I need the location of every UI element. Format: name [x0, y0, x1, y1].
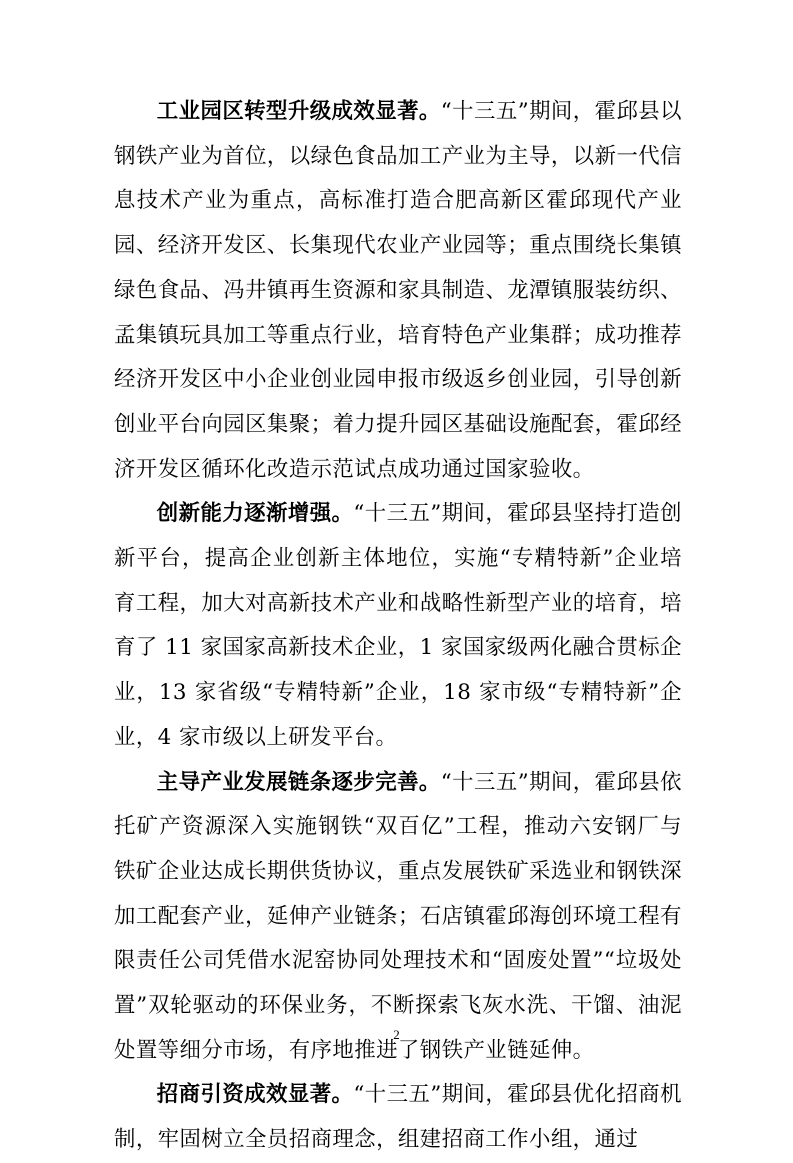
- paragraph-heading: 创新能力逐渐增强。: [156, 501, 354, 527]
- paragraph-text: “十三五”期间，霍邱县以钢铁产业为首位，以绿色食品加工产业为主导，以新一代信息技术产业为重点，高标准打造合肥高新区霍邱现代产业园、经济开发区、长集现代农业产业园等；重点围绕长集镇绿色食品、冯井镇再生资源和家具制造、龙潭镇服装纺织、孟集镇玩具加工等重点行业，培育特色产业集群；成功推荐经济开发区中小企业创业园申报市级返乡创业园，引导创新创业平台向园区集聚；着力提升园区基础设施配套，霍邱经济开发区循环化改造示范试点成功通过国家验收。: [114, 99, 682, 482]
- paragraph-investment: [114, 1073, 682, 1162]
- document-body: [114, 90, 682, 1163]
- paragraph-industrial-park: [114, 90, 682, 492]
- paragraph-heading: 工业园区转型升级成效显著。: [156, 99, 441, 124]
- paragraph-innovation: [114, 492, 682, 760]
- paragraph-text: “十三五”期间，霍邱县依托矿产资源深入实施钢铁“双百亿”工程，推动六安钢厂与铁矿企业达成长期供货协议，重点发展铁矿采选业和钢铁深加工配套产业，延伸产业链条；石店镇霍邱海创环境工程有限责任公司凭借水泥窑协同处理技术和“固废处置”“垃圾处置”双轮驱动的环保业务，不断探索飞灰水洗、干馏、油泥处置等细分市场，有序地推进了钢铁产业链延伸。: [114, 769, 682, 1063]
- paragraph-text: “十三五”期间，霍邱县坚持打造创新平台，提高企业创新主体地位，实施“专精特新”企业培育工程，加大对高新技术产业和战略性新型产业的培育，培育了 11 家国家高新技术企业，1 家国家级两化融合贯标企业，13 家省级“专精特新”企业，18 家市级“专精特新”企业，4 家市级以上研发平台。: [114, 501, 682, 750]
- page-number: 2: [393, 1027, 400, 1042]
- paragraph-text: “十三五”期间，霍邱县优化招商机制，牢固树立全员招商理念，组建招商工作小组，通过: [114, 1082, 682, 1153]
- paragraph-heading: 主导产业发展链条逐步完善。: [156, 769, 441, 795]
- paragraph-heading: 招商引资成效显著。: [156, 1082, 354, 1108]
